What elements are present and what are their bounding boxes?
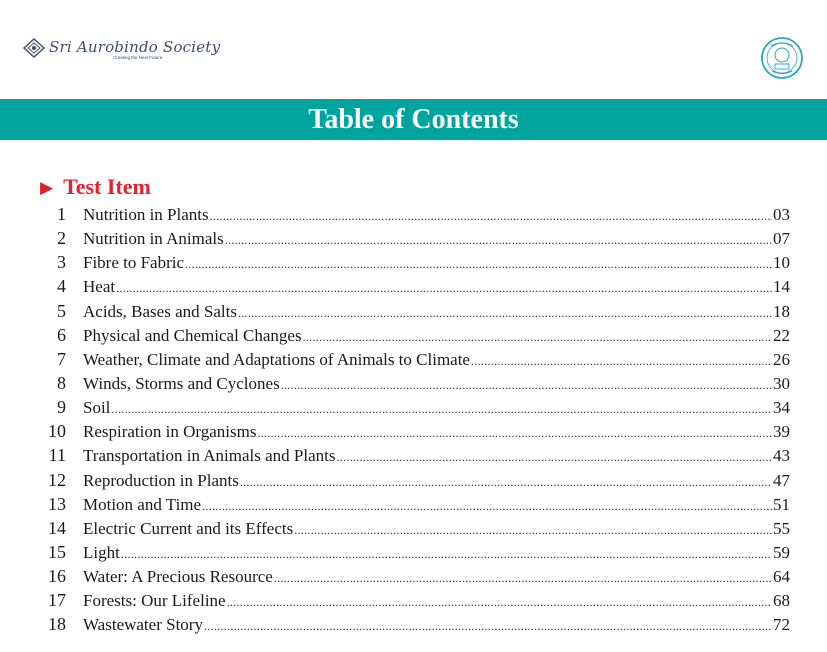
toc-entry-title: Fibre to Fabric [83, 253, 185, 273]
toc-entry[interactable] [38, 445, 790, 469]
toc-entry-title: Acids, Bases and Salts [83, 301, 237, 321]
toc-entry-page: 07 [773, 229, 790, 249]
dot-leader [238, 306, 772, 321]
toc-entry-title: Transportation in Animals and Plants [83, 446, 336, 466]
toc-entry-title: Light [83, 542, 120, 562]
institution-seal-icon [760, 36, 804, 80]
toc-entry-title: Water: A Precious Resource [83, 567, 273, 587]
toc-entry[interactable] [38, 252, 790, 276]
dot-leader [111, 402, 772, 417]
toc-entry[interactable] [38, 228, 790, 252]
toc-entry-title: Electric Current and its Effects [83, 518, 294, 538]
toc-entry-title: Physical and Chemical Changes [83, 325, 302, 345]
toc-entry-number: 18 [48, 614, 66, 635]
sri-aurobindo-society-logo [22, 38, 220, 58]
toc-entry-page: 39 [773, 422, 790, 442]
dot-leader [281, 378, 772, 393]
title-banner [0, 99, 827, 140]
toc-entry-page: 43 [773, 446, 790, 466]
dot-leader [303, 330, 772, 345]
page-header [0, 0, 827, 98]
toc-entry-number: 16 [48, 566, 66, 587]
toc-entry-title: Heat [83, 277, 116, 297]
toc-entry[interactable] [38, 542, 790, 566]
dot-leader [274, 571, 772, 586]
toc-entry-title: Forests: Our Lifeline [83, 591, 226, 611]
toc-entry-title: Reproduction in Plants [83, 470, 239, 490]
lotus-emblem-icon [22, 38, 46, 58]
toc-entry-number: 14 [48, 517, 66, 538]
toc-entry-page: 03 [773, 205, 790, 224]
toc-entry-number: 15 [48, 541, 66, 562]
toc-entry-number: 2 [57, 228, 66, 249]
dot-leader [240, 475, 772, 490]
toc-entry[interactable] [38, 494, 790, 518]
toc-entry[interactable] [38, 325, 790, 349]
toc-entry-number: 17 [48, 590, 66, 611]
toc-entry-title: Weather, Climate and Adaptations of Animals to Climate [83, 349, 470, 369]
dot-leader [471, 354, 772, 369]
toc-entry-page: 59 [773, 542, 790, 562]
toc-entry-page: 68 [773, 591, 790, 611]
toc-entry[interactable] [38, 614, 790, 638]
toc-entry-number: 8 [57, 372, 66, 393]
dot-leader [210, 209, 772, 224]
toc-entry[interactable] [38, 590, 790, 614]
toc-entry-number: 9 [57, 397, 66, 418]
toc-entry[interactable] [38, 421, 790, 445]
toc-entry-page: 72 [773, 615, 790, 635]
page-title: Table of Contents [308, 103, 519, 135]
dot-leader [294, 523, 772, 538]
toc-entry[interactable] [38, 470, 790, 494]
dot-leader [225, 233, 772, 248]
toc-entry-page: 64 [773, 567, 790, 587]
logo-tagline: Creating the Next Future [113, 55, 163, 60]
toc-entry-number: 5 [57, 300, 66, 321]
toc-entry-page: 55 [773, 518, 790, 538]
toc-entry-number: 10 [48, 421, 66, 442]
toc-entry-page: 34 [773, 398, 790, 418]
toc-entry-number: 11 [48, 445, 66, 466]
toc-entry-title: Nutrition in Animals [83, 229, 224, 249]
toc-entry-number: 3 [57, 252, 66, 273]
section-title: Test Item [63, 174, 151, 199]
toc-entry-title: Respiration in Organisms [83, 422, 257, 442]
toc-entry[interactable] [38, 373, 790, 397]
dot-leader [185, 257, 772, 272]
dot-leader [121, 547, 772, 562]
toc-entry-number: 12 [48, 469, 66, 490]
toc-entry[interactable] [38, 204, 790, 228]
toc-entry-title: Soil [83, 398, 111, 418]
toc-entry-number: 6 [57, 324, 66, 345]
toc-entry[interactable] [38, 301, 790, 325]
section-header [40, 174, 151, 200]
toc-entry-page: 26 [773, 349, 790, 369]
toc-entry-title: Wastewater Story [83, 615, 203, 635]
toc-entry-page: 22 [773, 325, 790, 345]
toc-entry-number: 7 [57, 348, 66, 369]
dot-leader [227, 595, 772, 610]
dot-leader [116, 281, 772, 296]
toc-entry-page: 47 [773, 470, 790, 490]
toc-entry[interactable] [38, 349, 790, 373]
toc-entry[interactable] [38, 397, 790, 421]
toc-entry-number: 1 [57, 204, 66, 224]
toc-entry-number: 4 [57, 276, 66, 297]
toc-entry-title: Winds, Storms and Cyclones [83, 373, 280, 393]
table-of-contents [38, 204, 790, 639]
toc-entry-page: 10 [773, 253, 790, 273]
toc-entry-page: 14 [773, 277, 790, 297]
dot-leader [337, 450, 773, 465]
toc-entry-title: Nutrition in Plants [83, 205, 209, 224]
toc-entry[interactable] [38, 518, 790, 542]
toc-entry[interactable] [38, 276, 790, 300]
dot-leader [204, 619, 772, 634]
logo-wordmark: Sri Aurobindo Society [49, 38, 221, 56]
toc-entry-page: 51 [773, 494, 790, 514]
toc-entry-page: 18 [773, 301, 790, 321]
play-arrow-icon: ▶ [40, 177, 54, 197]
toc-entry[interactable] [38, 566, 790, 590]
toc-entry-title: Motion and Time [83, 494, 202, 514]
toc-entry-number: 13 [48, 493, 66, 514]
toc-entry-page: 30 [773, 373, 790, 393]
dot-leader [257, 426, 772, 441]
dot-leader [202, 499, 772, 514]
